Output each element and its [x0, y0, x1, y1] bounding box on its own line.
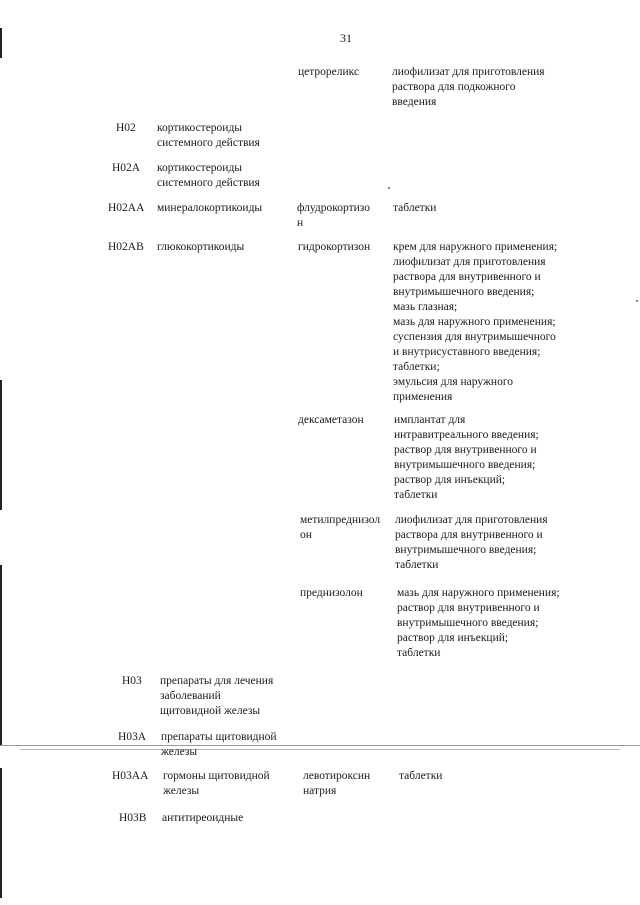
atc-group-name: кортикостероиды системного действия: [157, 122, 260, 149]
drug-name: флудрокортизо н: [297, 202, 371, 229]
dosage-form: таблетки: [393, 202, 437, 214]
atc-code: H02AB: [108, 241, 144, 253]
atc-code: H03AA: [112, 770, 149, 782]
scan-seam-line: [0, 745, 640, 746]
atc-code: H03: [122, 675, 142, 687]
atc-group-name: гормоны щитовидной железы: [163, 770, 270, 797]
atc-group-name: препараты для лечения заболеваний щитовидной железы: [160, 675, 274, 717]
dosage-form: мазь для наружного применения; раствор для внутривенного и внутримышечного введения; раствор для инъекций; таблетки: [397, 587, 560, 659]
atc-code: H03A: [118, 731, 147, 743]
scan-margin-mark: [0, 768, 2, 898]
atc-code: H02A: [112, 162, 141, 174]
dosage-form: лиофилизат для приготовления раствора для подкожного введения: [392, 66, 545, 108]
scan-margin-mark: [0, 565, 2, 745]
dosage-form: таблетки: [399, 770, 443, 782]
atc-code: H02: [116, 122, 136, 134]
drug-name: левотироксин натрия: [303, 770, 371, 797]
dosage-form: крем для наружного применения; лиофилизат для приготовления раствора для внутривенного и внутримышечного введения; мазь глазная; мазь для наружного применения; суспензия для внутримышечного и внутрисуставного введения; таблетки; эмульсия для наружного применения: [393, 241, 558, 403]
page-number: 31: [340, 31, 352, 45]
atc-group-name: препараты щитовидной железы: [161, 731, 277, 758]
atc-group-name: кортикостероиды системного действия: [157, 162, 260, 189]
scan-speck: [636, 300, 638, 302]
drug-name: преднизолон: [300, 587, 363, 599]
drug-name: цетрореликс: [298, 66, 360, 78]
drug-name: гидрокортизон: [298, 241, 371, 253]
atc-group-name: минералокортикоиды: [157, 202, 263, 214]
dosage-form: лиофилизат для приготовления раствора для внутривенного и внутримышечного введения; таблетки: [395, 514, 548, 571]
drug-name: дексаметазон: [298, 414, 364, 426]
dosage-form: имплантат для интравитреального введения; раствор для внутривенного и внутримышечного введения; раствор для инъекций; таблетки: [394, 414, 539, 501]
scan-speck: [388, 187, 390, 189]
atc-code: H02AA: [108, 202, 145, 214]
scan-seam-line: [20, 749, 620, 750]
drug-name: метилпреднизол он: [300, 514, 381, 541]
scan-margin-mark: [0, 28, 2, 58]
atc-group-name: глюкокортикоиды: [157, 241, 245, 253]
scan-margin-mark: [0, 380, 2, 510]
atc-code: H03B: [119, 812, 147, 824]
atc-group-name: антитиреоидные: [162, 812, 244, 824]
